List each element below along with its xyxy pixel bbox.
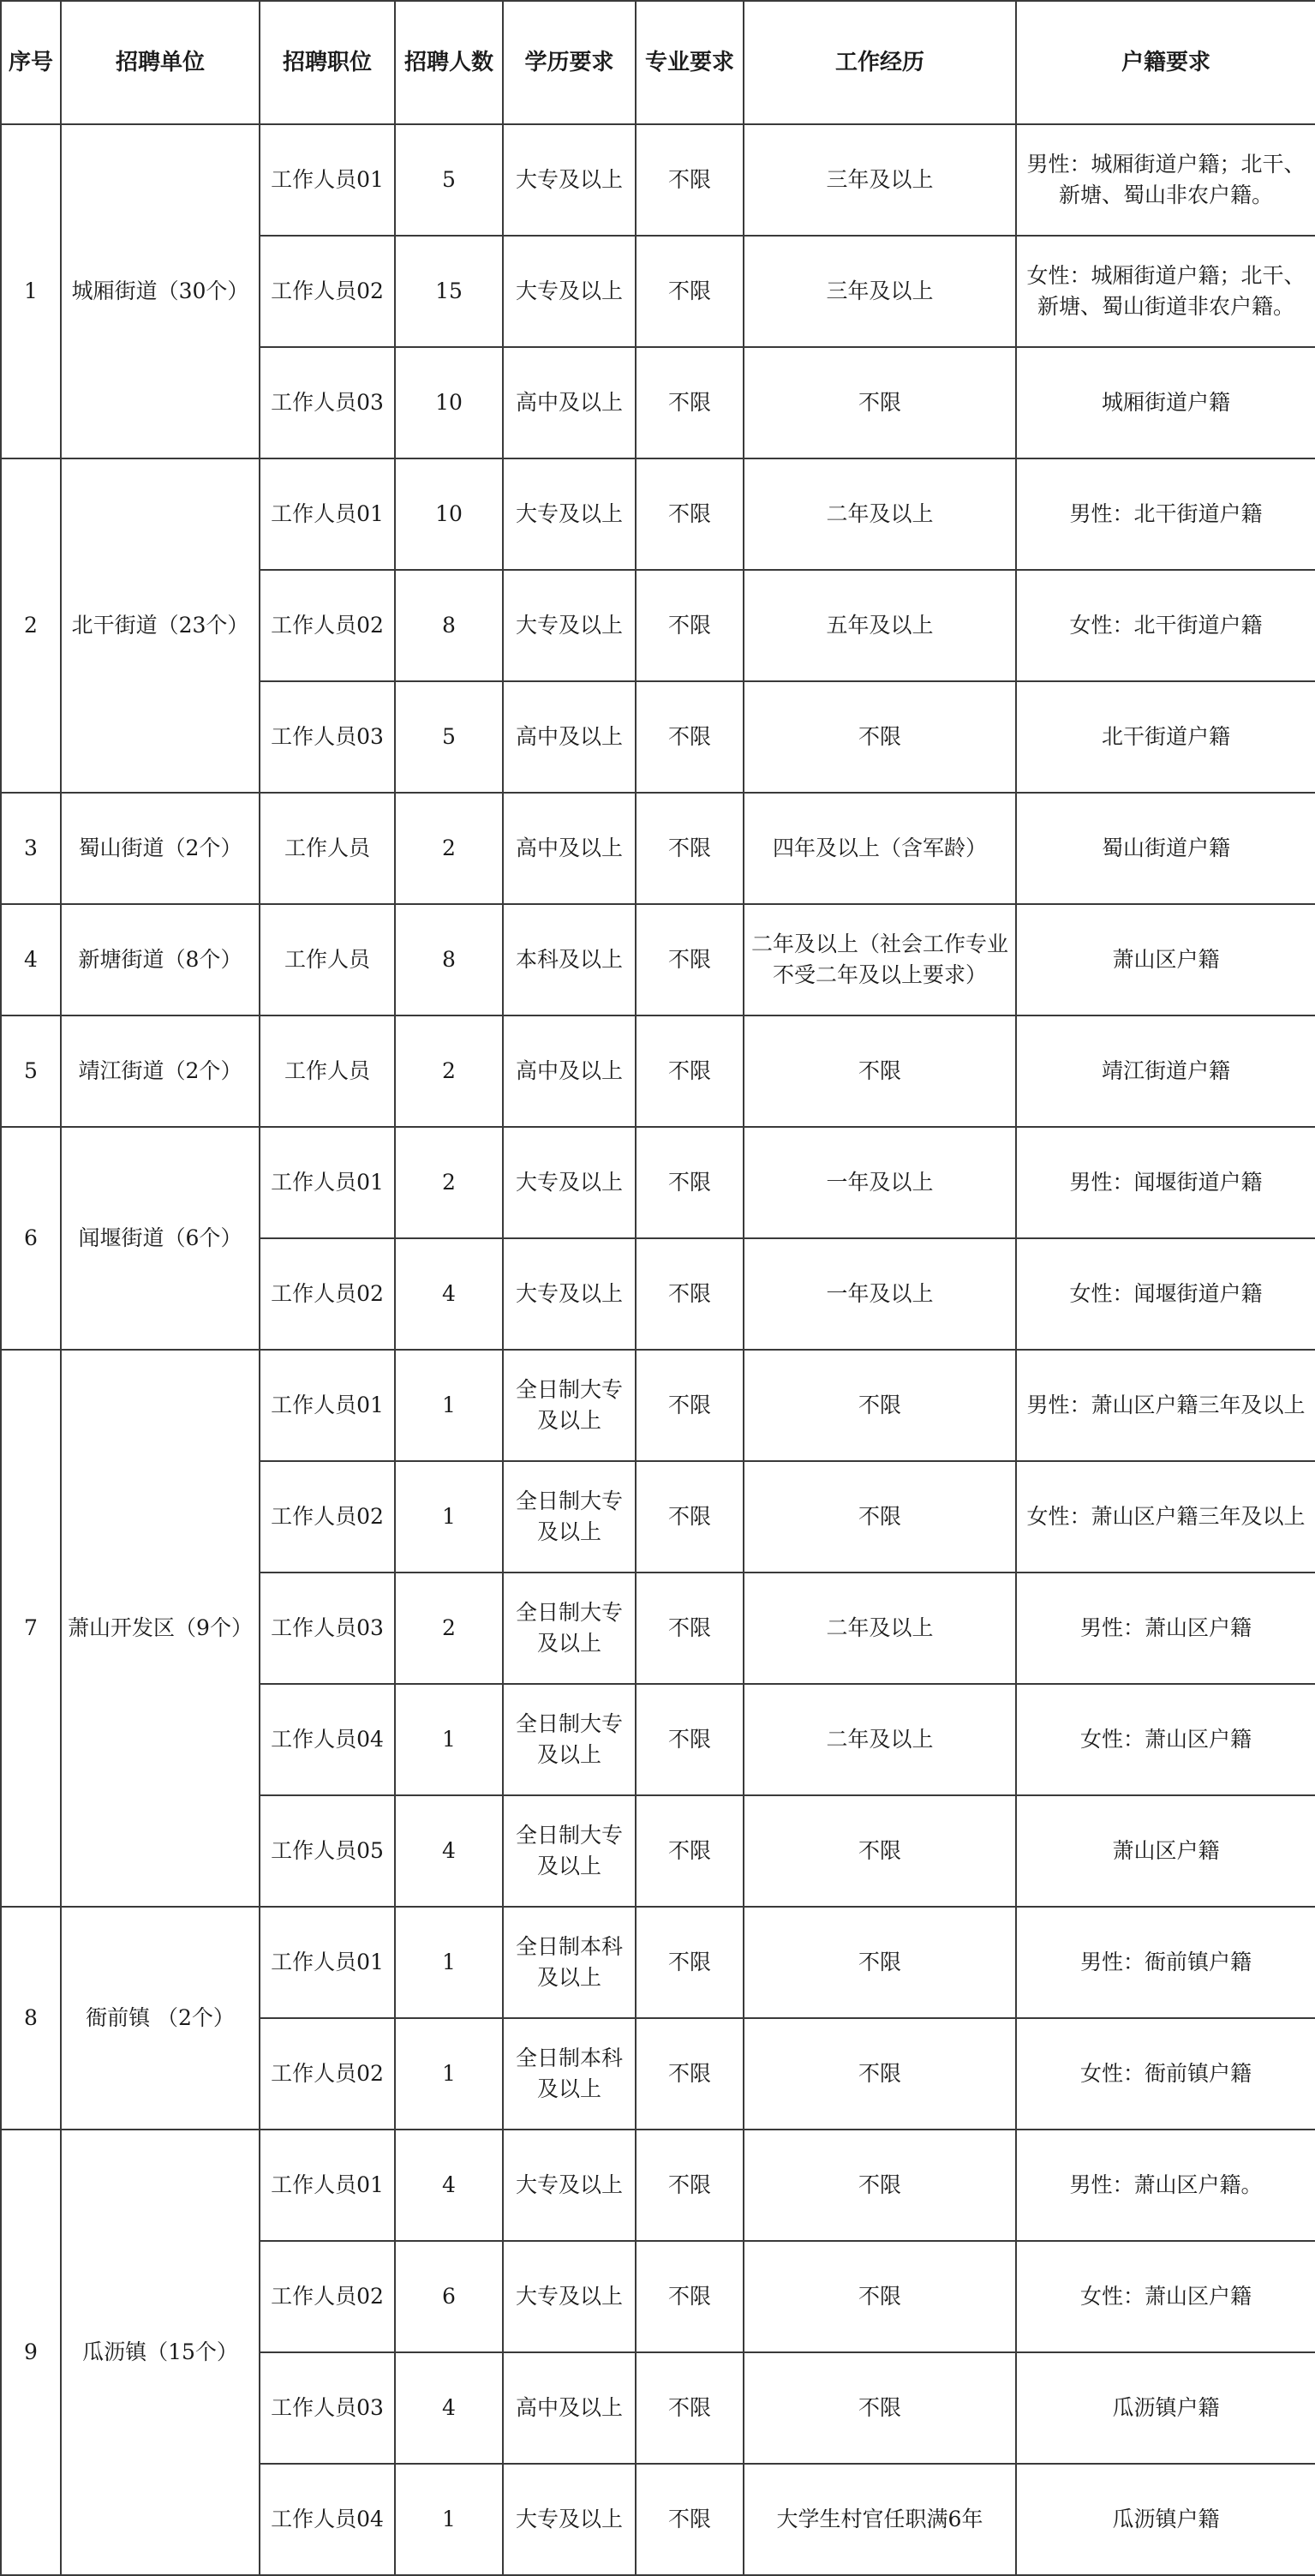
hukou-cell: 蜀山街道户籍 <box>1016 793 1315 904</box>
table-row <box>1 1350 1315 1461</box>
count-cell: 2 <box>395 1573 503 1684</box>
hukou-cell: 男性：萧山区户籍 <box>1016 1573 1315 1684</box>
hukou-cell: 瓜沥镇户籍 <box>1016 2352 1315 2464</box>
table-row <box>1 1127 1315 1238</box>
count-cell: 10 <box>395 347 503 458</box>
table-row <box>1 458 1315 570</box>
table-row <box>1 2130 1315 2241</box>
count-cell: 8 <box>395 570 503 681</box>
major-cell: 不限 <box>636 1684 744 1795</box>
education-cell: 高中及以上 <box>503 347 636 458</box>
serial-number-cell: 3 <box>1 793 61 904</box>
major-cell: 不限 <box>636 2130 744 2241</box>
position-cell: 工作人员 <box>260 1015 395 1127</box>
position-cell: 工作人员01 <box>260 1127 395 1238</box>
count-cell: 1 <box>395 2464 503 2575</box>
unit-cell: 衙前镇 （2个） <box>61 1907 260 2130</box>
header-unit: 招聘单位 <box>61 1 260 124</box>
major-cell: 不限 <box>636 1127 744 1238</box>
major-cell: 不限 <box>636 2464 744 2575</box>
major-cell: 不限 <box>636 236 744 347</box>
count-cell: 2 <box>395 793 503 904</box>
hukou-cell: 女性：北干街道户籍 <box>1016 570 1315 681</box>
unit-cell: 瓜沥镇（15个） <box>61 2130 260 2575</box>
header-count: 招聘人数 <box>395 1 503 124</box>
count-cell: 8 <box>395 904 503 1015</box>
education-cell: 大专及以上 <box>503 1127 636 1238</box>
position-cell: 工作人员02 <box>260 1238 395 1350</box>
count-cell: 15 <box>395 236 503 347</box>
position-cell: 工作人员01 <box>260 1907 395 2018</box>
count-cell: 2 <box>395 1015 503 1127</box>
experience-cell: 不限 <box>744 2018 1016 2130</box>
table-body <box>1 124 1315 2575</box>
education-cell: 大专及以上 <box>503 2130 636 2241</box>
header-experience: 工作经历 <box>744 1 1016 124</box>
count-cell: 2 <box>395 1127 503 1238</box>
header-hukou: 户籍要求 <box>1016 1 1315 124</box>
count-cell: 1 <box>395 2018 503 2130</box>
count-cell: 1 <box>395 1461 503 1573</box>
count-cell: 4 <box>395 1238 503 1350</box>
major-cell: 不限 <box>636 1795 744 1907</box>
unit-cell: 城厢街道（30个） <box>61 124 260 458</box>
position-cell: 工作人员02 <box>260 1461 395 1573</box>
count-cell: 5 <box>395 124 503 236</box>
unit-cell: 萧山开发区（9个） <box>61 1350 260 1907</box>
count-cell: 4 <box>395 2352 503 2464</box>
serial-number-cell: 7 <box>1 1350 61 1907</box>
hukou-cell: 北干街道户籍 <box>1016 681 1315 793</box>
position-cell: 工作人员03 <box>260 681 395 793</box>
hukou-cell: 城厢街道户籍 <box>1016 347 1315 458</box>
position-cell: 工作人员02 <box>260 570 395 681</box>
position-cell: 工作人员03 <box>260 347 395 458</box>
position-cell: 工作人员02 <box>260 236 395 347</box>
major-cell: 不限 <box>636 1015 744 1127</box>
serial-number-cell: 2 <box>1 458 61 793</box>
hukou-cell: 男性：城厢街道户籍；北干、新塘、蜀山非农户籍。 <box>1016 124 1315 236</box>
hukou-cell: 男性：衙前镇户籍 <box>1016 1907 1315 2018</box>
unit-cell: 闻堰街道（6个） <box>61 1127 260 1350</box>
experience-cell: 不限 <box>744 1350 1016 1461</box>
unit-cell: 新塘街道（8个） <box>61 904 260 1015</box>
count-cell: 10 <box>395 458 503 570</box>
experience-cell: 二年及以上 <box>744 458 1016 570</box>
education-cell: 大专及以上 <box>503 1238 636 1350</box>
hukou-cell: 女性：萧山区户籍 <box>1016 2241 1315 2352</box>
major-cell: 不限 <box>636 1238 744 1350</box>
hukou-cell: 男性：闻堰街道户籍 <box>1016 1127 1315 1238</box>
count-cell: 1 <box>395 1684 503 1795</box>
major-cell: 不限 <box>636 1461 744 1573</box>
education-cell: 大专及以上 <box>503 124 636 236</box>
position-cell: 工作人员01 <box>260 124 395 236</box>
position-cell: 工作人员 <box>260 793 395 904</box>
education-cell: 全日制大专及以上 <box>503 1461 636 1573</box>
experience-cell: 不限 <box>744 681 1016 793</box>
experience-cell: 不限 <box>744 347 1016 458</box>
major-cell: 不限 <box>636 2018 744 2130</box>
major-cell: 不限 <box>636 347 744 458</box>
serial-number-cell: 8 <box>1 1907 61 2130</box>
hukou-cell: 女性：城厢街道户籍；北干、新塘、蜀山街道非农户籍。 <box>1016 236 1315 347</box>
education-cell: 高中及以上 <box>503 793 636 904</box>
position-cell: 工作人员01 <box>260 2130 395 2241</box>
education-cell: 高中及以上 <box>503 681 636 793</box>
position-cell: 工作人员04 <box>260 1684 395 1795</box>
experience-cell: 三年及以上 <box>744 236 1016 347</box>
position-cell: 工作人员04 <box>260 2464 395 2575</box>
header-education: 学历要求 <box>503 1 636 124</box>
position-cell: 工作人员03 <box>260 2352 395 2464</box>
table-row <box>1 904 1315 1015</box>
hukou-cell: 女性：萧山区户籍 <box>1016 1684 1315 1795</box>
hukou-cell: 靖江街道户籍 <box>1016 1015 1315 1127</box>
header-no: 序号 <box>1 1 61 124</box>
position-cell: 工作人员02 <box>260 2241 395 2352</box>
position-cell: 工作人员05 <box>260 1795 395 1907</box>
major-cell: 不限 <box>636 458 744 570</box>
education-cell: 本科及以上 <box>503 904 636 1015</box>
education-cell: 全日制大专及以上 <box>503 1573 636 1684</box>
major-cell: 不限 <box>636 793 744 904</box>
serial-number-cell: 9 <box>1 2130 61 2575</box>
serial-number-cell: 4 <box>1 904 61 1015</box>
hukou-cell: 瓜沥镇户籍 <box>1016 2464 1315 2575</box>
hukou-cell: 女性：衙前镇户籍 <box>1016 2018 1315 2130</box>
position-cell: 工作人员02 <box>260 2018 395 2130</box>
unit-cell: 靖江街道（2个） <box>61 1015 260 1127</box>
experience-cell: 二年及以上 <box>744 1573 1016 1684</box>
major-cell: 不限 <box>636 1573 744 1684</box>
education-cell: 全日制大专及以上 <box>503 1684 636 1795</box>
education-cell: 高中及以上 <box>503 1015 636 1127</box>
table-row <box>1 793 1315 904</box>
unit-cell: 北干街道（23个） <box>61 458 260 793</box>
hukou-cell: 萧山区户籍 <box>1016 1795 1315 1907</box>
education-cell: 高中及以上 <box>503 2352 636 2464</box>
major-cell: 不限 <box>636 570 744 681</box>
experience-cell: 三年及以上 <box>744 124 1016 236</box>
major-cell: 不限 <box>636 1350 744 1461</box>
position-cell: 工作人员01 <box>260 1350 395 1461</box>
major-cell: 不限 <box>636 124 744 236</box>
table-row <box>1 1015 1315 1127</box>
experience-cell: 不限 <box>744 1907 1016 2018</box>
experience-cell: 不限 <box>744 1461 1016 1573</box>
header-position: 招聘职位 <box>260 1 395 124</box>
education-cell: 大专及以上 <box>503 236 636 347</box>
unit-cell: 蜀山街道（2个） <box>61 793 260 904</box>
experience-cell: 不限 <box>744 2352 1016 2464</box>
header-major: 专业要求 <box>636 1 744 124</box>
experience-cell: 四年及以上（含军龄） <box>744 793 1016 904</box>
count-cell: 4 <box>395 1795 503 1907</box>
education-cell: 大专及以上 <box>503 458 636 570</box>
count-cell: 5 <box>395 681 503 793</box>
count-cell: 1 <box>395 1350 503 1461</box>
table-row <box>1 124 1315 236</box>
education-cell: 大专及以上 <box>503 2464 636 2575</box>
serial-number-cell: 5 <box>1 1015 61 1127</box>
experience-cell: 不限 <box>744 1015 1016 1127</box>
position-cell: 工作人员03 <box>260 1573 395 1684</box>
experience-cell: 大学生村官任职满6年 <box>744 2464 1016 2575</box>
experience-cell: 不限 <box>744 2241 1016 2352</box>
count-cell: 1 <box>395 1907 503 2018</box>
count-cell: 6 <box>395 2241 503 2352</box>
table-row <box>1 1907 1315 2018</box>
education-cell: 全日制本科及以上 <box>503 1907 636 2018</box>
major-cell: 不限 <box>636 904 744 1015</box>
experience-cell: 不限 <box>744 1795 1016 1907</box>
education-cell: 全日制本科及以上 <box>503 2018 636 2130</box>
education-cell: 全日制大专及以上 <box>503 1795 636 1907</box>
experience-cell: 不限 <box>744 2130 1016 2241</box>
hukou-cell: 男性：萧山区户籍。 <box>1016 2130 1315 2241</box>
hukou-cell: 女性：萧山区户籍三年及以上 <box>1016 1461 1315 1573</box>
education-cell: 大专及以上 <box>503 2241 636 2352</box>
position-cell: 工作人员01 <box>260 458 395 570</box>
hukou-cell: 女性：闻堰街道户籍 <box>1016 1238 1315 1350</box>
education-cell: 全日制大专及以上 <box>503 1350 636 1461</box>
experience-cell: 一年及以上 <box>744 1127 1016 1238</box>
position-cell: 工作人员 <box>260 904 395 1015</box>
education-cell: 大专及以上 <box>503 570 636 681</box>
major-cell: 不限 <box>636 2241 744 2352</box>
experience-cell: 五年及以上 <box>744 570 1016 681</box>
hukou-cell: 萧山区户籍 <box>1016 904 1315 1015</box>
experience-cell: 二年及以上 <box>744 1684 1016 1795</box>
hukou-cell: 男性：萧山区户籍三年及以上 <box>1016 1350 1315 1461</box>
header-row <box>1 1 1315 124</box>
experience-cell: 一年及以上 <box>744 1238 1016 1350</box>
hukou-cell: 男性：北干街道户籍 <box>1016 458 1315 570</box>
major-cell: 不限 <box>636 1907 744 2018</box>
major-cell: 不限 <box>636 681 744 793</box>
experience-cell: 二年及以上（社会工作专业不受二年及以上要求） <box>744 904 1016 1015</box>
count-cell: 4 <box>395 2130 503 2241</box>
serial-number-cell: 1 <box>1 124 61 458</box>
major-cell: 不限 <box>636 2352 744 2464</box>
serial-number-cell: 6 <box>1 1127 61 1350</box>
